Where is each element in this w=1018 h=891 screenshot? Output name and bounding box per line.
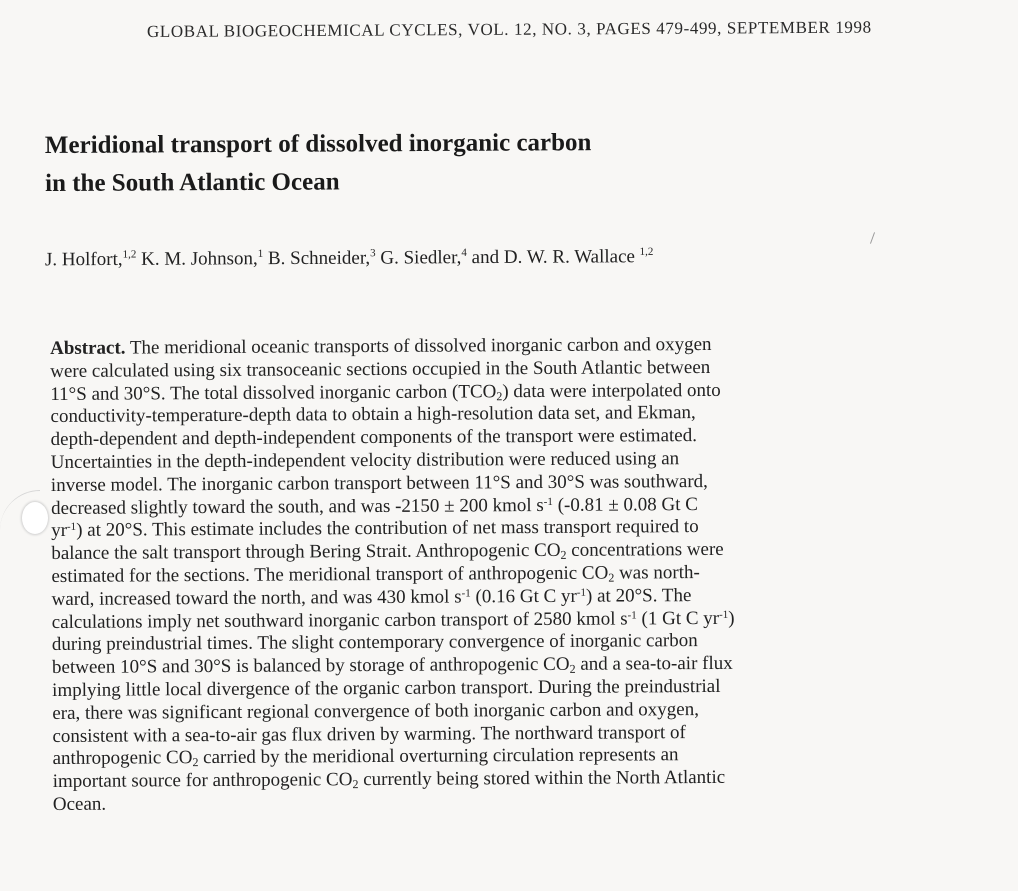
abstract-line: Uncertainties in the depth-independent velocity distribution were reduced using an bbox=[50, 448, 680, 473]
abstract-text: (-0.81 ± 0.08 Gt C bbox=[552, 493, 699, 516]
subscript: 2 bbox=[569, 661, 576, 676]
abstract-line: Ocean. bbox=[52, 793, 107, 815]
subscript: 2 bbox=[608, 570, 615, 585]
abstract-line: during preindustrial times. The slight contemporary convergence of inorganic carbon bbox=[51, 630, 698, 656]
article-title bbox=[45, 124, 592, 203]
title-line-2: in the South Atlantic Ocean bbox=[45, 168, 340, 197]
superscript: -1 bbox=[461, 587, 471, 600]
author-affiliation: 1 bbox=[257, 247, 264, 260]
author-name: B. Schneider, bbox=[263, 247, 371, 270]
punch-hole bbox=[22, 502, 48, 534]
abstract-text: ) at 20°S. The bbox=[585, 584, 692, 607]
abstract-text: yr bbox=[51, 520, 68, 542]
superscript: -1 bbox=[66, 521, 77, 534]
superscript: -1 bbox=[576, 586, 587, 599]
superscript: -1 bbox=[627, 608, 637, 622]
abstract-line: conductivity-temperature-depth data to obtain a high-resolution data set, and Ekman, bbox=[50, 402, 696, 428]
abstract-line: consistent with a sea-to-air gas flux driven by warming. The northward transport of bbox=[52, 721, 686, 747]
abstract-text: was north- bbox=[614, 562, 700, 584]
abstract-text: (1 Gt C yr bbox=[636, 607, 720, 629]
subscript: 2 bbox=[560, 548, 567, 563]
abstract-text: concentrations were bbox=[566, 539, 724, 562]
abstract-text: balance the salt transport through Bering Strait. Anthropogenic CO bbox=[51, 540, 561, 565]
abstract-text: calculations imply net southward inorganic carbon transport of 2580 kmol s bbox=[51, 608, 628, 633]
author-affiliation: 1,2 bbox=[122, 248, 137, 261]
abstract-text: 11°S and 30°S. The total dissolved inorganic carbon (TCO bbox=[50, 380, 497, 405]
abstract-text: and a sea-to-air flux bbox=[575, 652, 733, 675]
abstract-text: anthropogenic CO bbox=[52, 747, 193, 770]
abstract-text: carried by the meridional overturning circulation represents an bbox=[198, 744, 679, 769]
author-name: G. Siedler, bbox=[375, 247, 462, 269]
author-name: J. Holfort, bbox=[44, 248, 123, 271]
abstract-text: decreased slightly toward the south, and was -2150 ± 200 kmol s bbox=[50, 494, 544, 519]
stray-mark bbox=[870, 232, 875, 244]
abstract-text: ward, increased toward the north, and was 430 kmol s bbox=[51, 586, 462, 610]
abstract-line: depth-dependent and depth-independent components of the transport were estimated. bbox=[50, 425, 698, 451]
abstract-text: ) at 20°S. This estimate includes the contribution of net mass transport required to bbox=[76, 516, 699, 542]
subscript: 2 bbox=[192, 755, 199, 770]
subscript: 2 bbox=[496, 388, 503, 403]
abstract-text: between 10°S and 30°S is balanced by storage of anthropogenic CO bbox=[51, 653, 570, 679]
journal-header: GLOBAL BIOGEOCHEMICAL CYCLES, VOL. 12, NO. 3, PAGES 479-499, SEPTEMBER 1998 bbox=[146, 17, 872, 41]
author-affiliation: 3 bbox=[370, 247, 376, 260]
abstract-label: Abstract. bbox=[50, 337, 126, 359]
abstract-text: important source for anthropogenic CO bbox=[52, 769, 353, 793]
title-line-1: Meridional transport of dissolved inorganic carbon bbox=[44, 129, 592, 160]
abstract-text: (0.16 Gt C yr bbox=[470, 585, 577, 608]
abstract bbox=[50, 333, 898, 817]
abstract-line: were calculated using six transoceanic sections occupied in the South Atlantic between bbox=[50, 356, 711, 382]
abstract-text: currently being stored within the North Atlantic bbox=[358, 767, 726, 791]
author-affiliation: 1,2 bbox=[639, 245, 654, 258]
abstract-text: The meridional oceanic transports of dissolved inorganic carbon and oxygen bbox=[125, 333, 712, 359]
abstract-text: estimated for the sections. The meridional transport of anthropogenic CO bbox=[51, 562, 609, 587]
author-list bbox=[45, 246, 654, 272]
subscript: 2 bbox=[352, 777, 359, 792]
abstract-line: era, there was significant regional convergence of both inorganic carbon and oxygen, bbox=[52, 698, 699, 724]
author-name: K. M. Johnson, bbox=[136, 248, 258, 270]
superscript: -1 bbox=[543, 495, 553, 508]
abstract-text: ) bbox=[728, 607, 735, 629]
author-affiliation: 4 bbox=[461, 246, 467, 259]
abstract-text: ) data were interpolated onto bbox=[502, 379, 721, 402]
superscript: -1 bbox=[719, 608, 729, 621]
author-name: and D. W. R. Wallace bbox=[466, 246, 640, 269]
abstract-line: implying little local divergence of the organic carbon transport. During the preindustrial bbox=[52, 675, 721, 701]
abstract-line: inverse model. The inorganic carbon transport between 11°S and 30°S was southward, bbox=[50, 470, 708, 496]
